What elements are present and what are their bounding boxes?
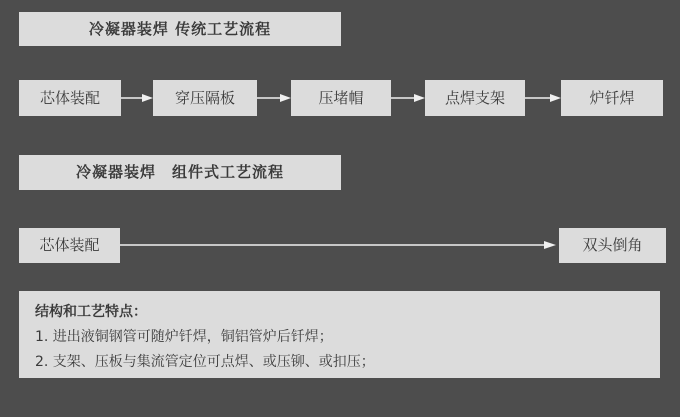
modular-flow-title: 冷凝器装焊 组件式工艺流程 (19, 155, 341, 190)
long-arrow-right-icon (120, 239, 556, 251)
step-press-cap: 压堵帽 (291, 80, 391, 116)
step-press-baffle: 穿压隔板 (153, 80, 257, 116)
arrow-right-icon (121, 92, 153, 104)
notes-item-2: 2. 支架、压板与集流管定位可点焊、或压铆、或扣压； (35, 354, 375, 370)
step-spot-weld-bracket: 点焊支架 (425, 80, 525, 116)
arrow-right-icon (391, 92, 425, 104)
notes-heading: 结构和工艺特点： (35, 304, 147, 320)
step-core-assembly-traditional: 芯体装配 (19, 80, 121, 116)
notes-item-1: 1. 进出液铜钢管可随炉钎焊，铜铝管炉后钎焊； (35, 329, 333, 345)
notes-box (19, 291, 660, 378)
traditional-flow-title: 冷凝器装焊 传统工艺流程 (19, 12, 341, 46)
step-double-end-chamfer: 双头倒角 (559, 228, 666, 263)
step-core-assembly-modular: 芯体装配 (19, 228, 120, 263)
arrow-right-icon (525, 92, 561, 104)
step-furnace-brazing: 炉钎焊 (561, 80, 663, 116)
arrow-right-icon (257, 92, 291, 104)
